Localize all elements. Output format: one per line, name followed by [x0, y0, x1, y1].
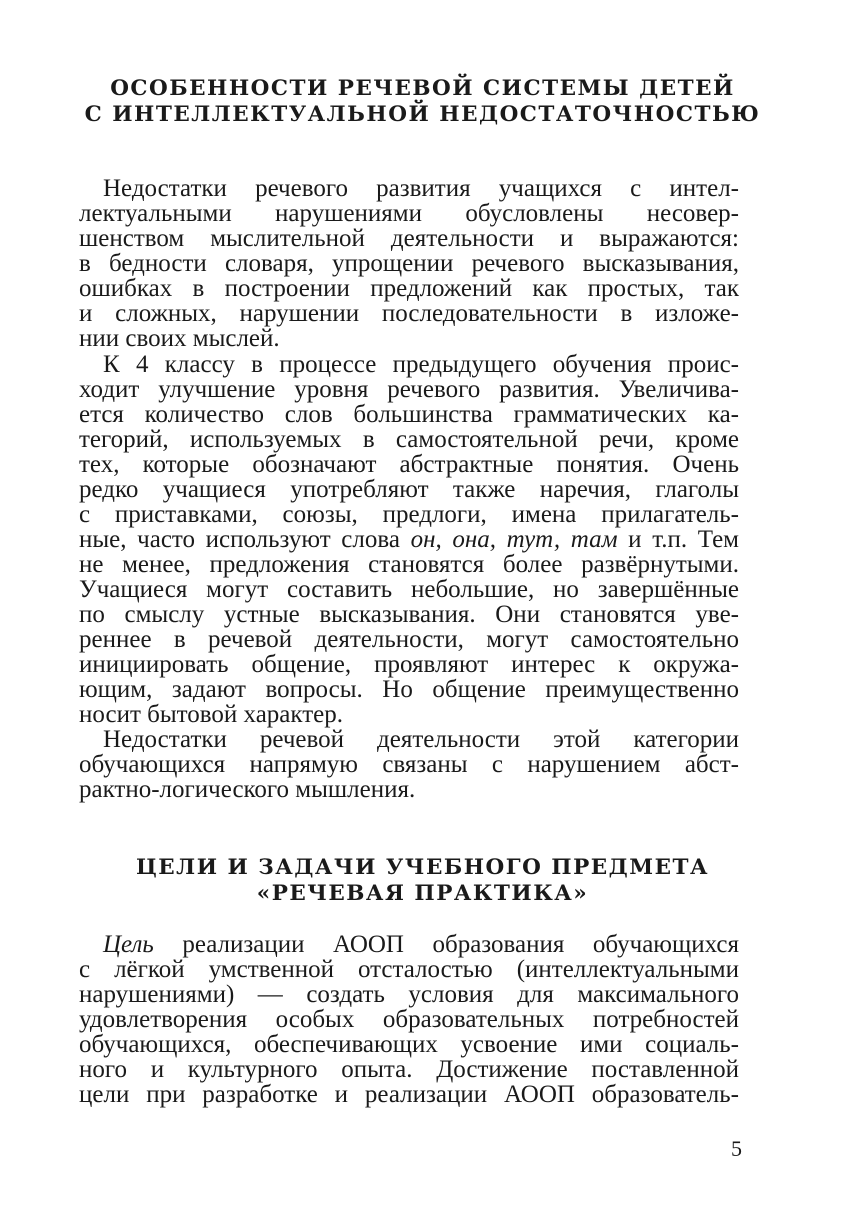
text-line: шенством мыслительной деятельности и выражаются: — [79, 225, 739, 252]
text-line: Учащиеся могут составить небольшие, но завершённые — [79, 576, 739, 603]
text-line: тех, которые обозначают абстрактные понятия. Очень — [79, 451, 739, 478]
text-line: нии своих мыслей. — [79, 325, 280, 352]
text-line: инициировать общение, проявляют интерес к окружа- — [79, 651, 739, 678]
text-segment: и т.п. Тем — [617, 526, 739, 553]
heading-line: ЦЕЛИ И ЗАДАЧИ УЧЕБНОГО ПРЕДМЕТА — [136, 855, 709, 880]
text-line: обучающихся напрямую связаны с нарушением абст- — [79, 751, 739, 778]
text-line: ющим, задают вопросы. Но общение преимущественно — [79, 676, 739, 703]
italic-term-goal: Цель — [103, 931, 154, 958]
text-line: удовлетворения особых образовательных потребностей — [79, 1006, 739, 1033]
text-line-with-italic — [79, 527, 739, 552]
text-segment: ные, часто используют слова — [79, 526, 411, 553]
text-line: обучающихся, обеспечивающих усвоение ими социаль- — [79, 1031, 739, 1058]
text-line: рактно-логического мышления. — [79, 776, 416, 803]
text-segment: реализации АООП образования обучающихся — [153, 931, 739, 958]
text-line: редко учащиеся употребляют также наречия, глаголы — [79, 476, 739, 503]
paragraph-abstract-thinking — [79, 727, 739, 802]
text-line: с лёгкой умственной отсталостью (интеллектуальными — [79, 956, 739, 983]
heading-line: ОСОБЕННОСТИ РЕЧЕВОЙ СИСТЕМЫ ДЕТЕЙ — [110, 76, 735, 101]
text-line: лектуальными нарушениями обусловлены несовер- — [79, 200, 739, 227]
text-line: ного и культурного опыта. Достижение поставленной — [79, 1056, 739, 1083]
heading-line: «РЕЧЕВАЯ ПРАКТИКА» — [256, 881, 589, 906]
text-line: по смыслу устные высказывания. Они становятся уве- — [79, 601, 739, 628]
text-line: носит бытовой характер. — [79, 701, 343, 728]
text-line: К 4 классу в процессе предыдущего обучения проис- — [103, 351, 739, 378]
paragraph-goal — [79, 932, 739, 1107]
text-line: нарушениями) — создать условия для максимального — [79, 981, 739, 1008]
text-line: цели при разработке и реализации АООП образователь- — [79, 1081, 739, 1108]
text-line: ошибках в построении предложений как простых, так — [79, 275, 739, 302]
section-heading-speech-features — [60, 76, 785, 128]
paragraph-speech-deficits — [79, 176, 739, 351]
text-line: реннее в речевой деятельности, могут самостоятельно — [79, 626, 739, 653]
text-line: тегорий, используемых в самостоятельной речи, кроме — [79, 426, 739, 453]
italic-example-words: он, она, тут, там — [410, 526, 618, 553]
text-line: с приставками, союзы, предлоги, имена прилагатель- — [79, 501, 739, 528]
text-line: не менее, предложения становятся более развёрнутыми. — [79, 551, 739, 578]
text-line: ходит улучшение уровня речевого развития. Увеличива- — [79, 376, 739, 403]
text-line: Недостатки речевой деятельности этой категории — [103, 726, 739, 753]
section-heading-goals — [60, 855, 785, 907]
text-line: и сложных, нарушении последовательности в изложе- — [79, 300, 739, 327]
text-line: ется количество слов большинства грамматических ка- — [79, 401, 739, 428]
page-number: 5 — [731, 1136, 742, 1161]
paragraph-grade-4-development — [79, 352, 739, 727]
text-line: в бедности словаря, упрощении речевого высказывания, — [79, 250, 739, 277]
heading-line: С ИНТЕЛЛЕКТУАЛЬНОЙ НЕДОСТАТОЧНОСТЬЮ — [84, 102, 761, 127]
text-line: Недостатки речевого развития учащихся с интел- — [103, 175, 739, 202]
text-line-with-italic — [79, 932, 739, 957]
